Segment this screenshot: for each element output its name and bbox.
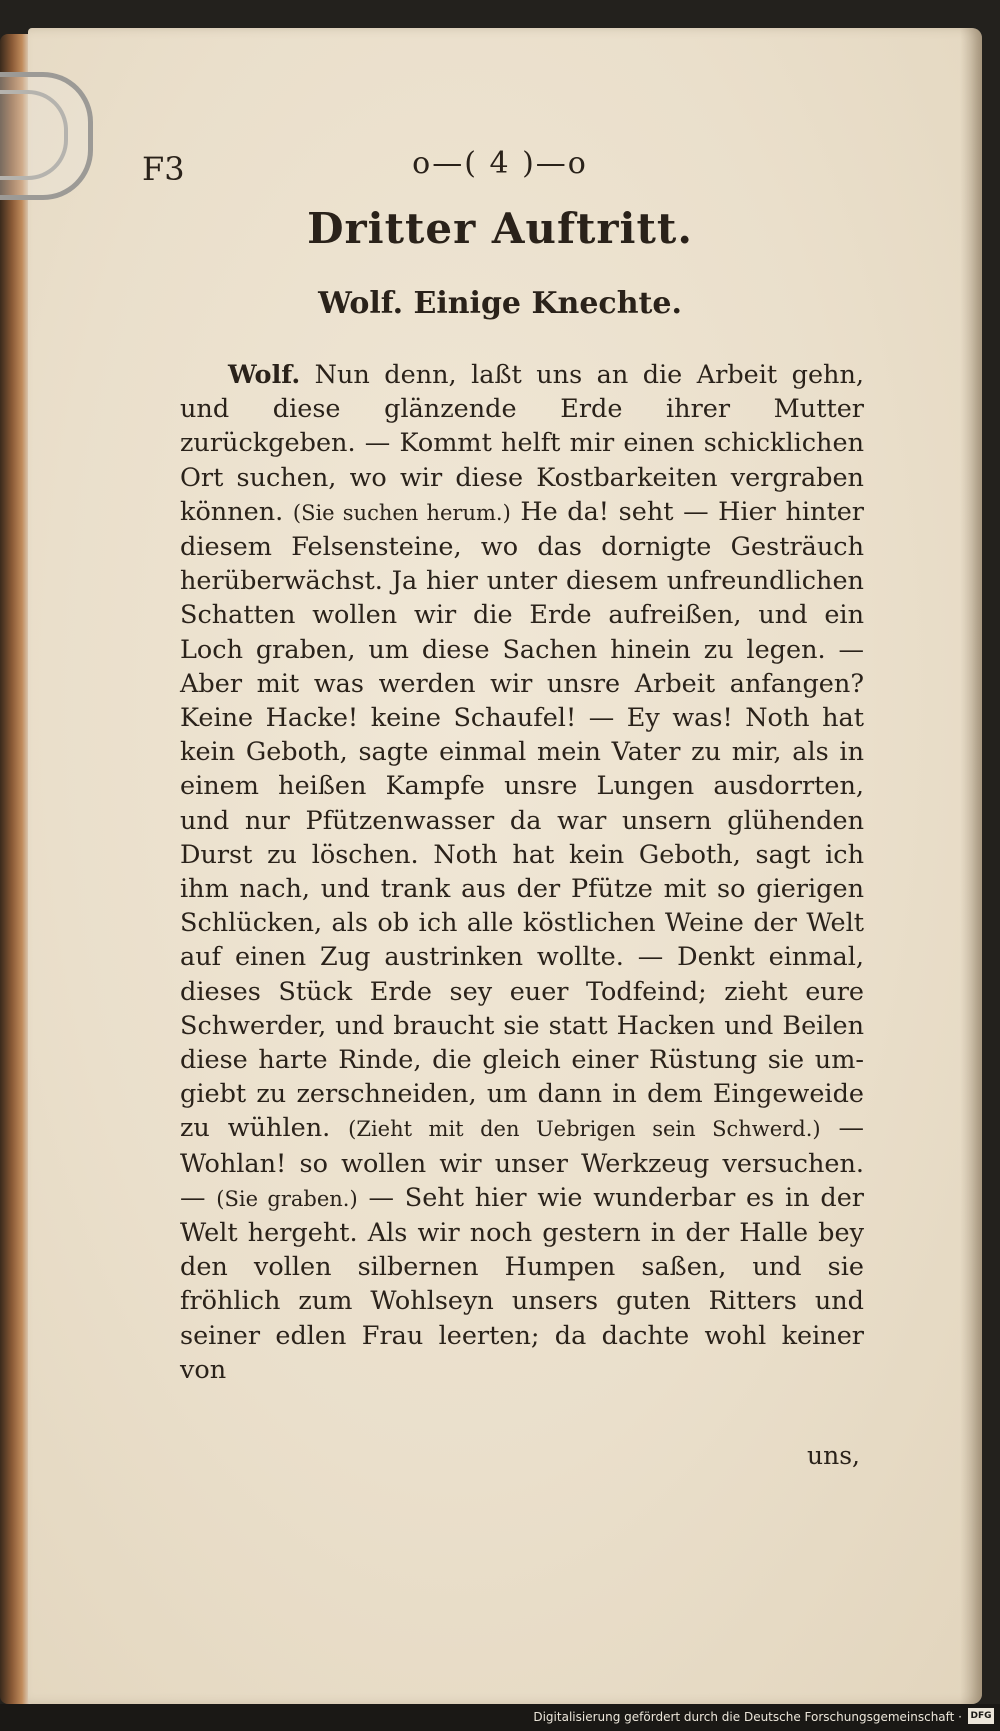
page-number: o—( 4 )—o xyxy=(412,146,588,181)
character-list: Wolf. Einige Knechte. xyxy=(318,286,682,321)
body-text xyxy=(180,358,864,1387)
speaker-name: Wolf. xyxy=(228,360,301,390)
body-segment-1: Nun denn, laßt uns an die Arbeit gehn, und diese glänzende Erde ihrer Mutter zurückgeben. — Kommt helft mir einen schicklichen Ort suchen, wo wir diese Kostbarkeiten vergraben können. xyxy=(180,360,864,527)
dfg-logo-icon: DFG xyxy=(968,1708,994,1724)
paper-clip-inner-loop xyxy=(0,90,68,180)
stage-direction-1: (Sie suchen herum.) xyxy=(292,500,511,525)
digitization-credit: Digitalisierung gefördert durch die Deutsche Forschungsgemeinschaft · xyxy=(533,1710,962,1724)
body-segment-3: — Wohlan! so wollen wir unser Werkzeug versuchen. — xyxy=(180,1113,864,1213)
stage-direction-2: (Zieht mit den Uebrigen sein Schwerd.) xyxy=(348,1117,821,1142)
scene-title: Dritter Auftritt. xyxy=(307,204,693,253)
stage-direction-3: (Sie graben.) xyxy=(216,1186,358,1211)
body-segment-2: He da! seht — Hier hinter diesem Felsensteine, wo das dornigte Gesträuch herüberwächst. Ja hier unter diesem unfreundlichen Schatten wollen wir die Erde aufreißen, und ein Loch graben, um diese Sachen hinein zu legen. — Aber mit was werden wir unsre Arbeit anfangen? Keine Hacke! keine Schaufel! — Ey was! Noth hat kein Geboth, sagte einmal mein Vater zu mir, als in einem heißen Kampfe unsre Lungen ausdorrten, und nur Pfützenwasser da war unsern glühenden Durst zu löschen. Noth hat kein Geboth, sagt ich ihm nach, und trank aus der Pfütze mit so gierigen Schlücken, als ob ich alle köstlichen Weine der Welt auf einen Zug austrinken wollte. — Denkt einmal, dieses Stück Erde sey euer Todfeind; zieht eure Schwerder, und braucht sie statt Hacken und Beilen diese harte Rinde, die gleich einer Rüstung sie umgiebt zu zerschneiden, um dann in dem Eingeweide zu wühlen. xyxy=(180,496,864,1144)
catchword: uns, xyxy=(807,1441,860,1470)
signature-mark: F3 xyxy=(142,150,185,188)
body-segment-4: — Seht hier wie wunderbar es in der Welt hergeht. Als wir noch gestern in der Halle bey den vollen silbernen Humpen saßen, und sie fröhlich zum Wohlseyn unsers guten Ritters und seiner edlen Frau leerten; da dachte wohl keiner von xyxy=(180,1182,864,1385)
page-gutter-shadow xyxy=(960,28,982,1704)
